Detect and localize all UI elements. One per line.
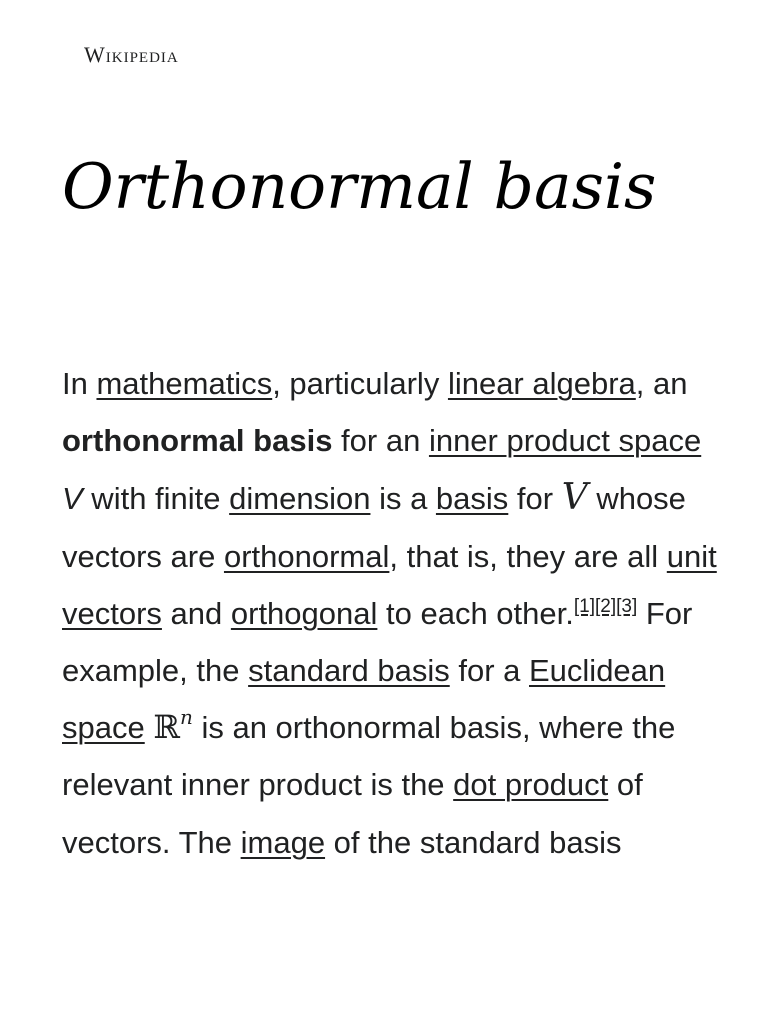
- link-linear-algebra[interactable]: linear algebra: [447, 366, 636, 401]
- text: For example, the: [62, 595, 693, 689]
- text: whose vectors are: [62, 481, 686, 574]
- reference-2[interactable]: [2]: [595, 595, 617, 617]
- text: , an: [635, 366, 688, 401]
- references: [574, 596, 637, 617]
- link-unit-vectors[interactable]: unit vectors: [62, 538, 717, 631]
- text: for: [508, 481, 562, 517]
- link-standard-basis[interactable]: standard basis: [248, 653, 450, 689]
- text: , particularly: [272, 366, 448, 401]
- text: is a: [370, 481, 436, 517]
- link-image[interactable]: image: [240, 824, 326, 860]
- article-paragraph: [62, 355, 722, 871]
- text: for a: [449, 653, 529, 689]
- text: of vectors. The: [62, 767, 643, 860]
- text: of the standard basis: [325, 824, 622, 860]
- text: to each other.: [377, 595, 574, 631]
- math-real-numbers: ℝ: [153, 708, 180, 747]
- text: In: [62, 366, 97, 401]
- variable-v: V: [62, 481, 83, 517]
- link-euclidean-space[interactable]: Euclidean space: [62, 653, 666, 746]
- reference-3[interactable]: [3]: [616, 595, 638, 617]
- link-basis[interactable]: basis: [435, 481, 509, 517]
- text: and: [161, 595, 231, 631]
- text: with finite: [82, 481, 230, 517]
- link-orthogonal[interactable]: orthogonal: [230, 595, 378, 631]
- link-mathematics[interactable]: mathematics: [96, 366, 273, 401]
- link-orthonormal[interactable]: orthonormal: [223, 538, 390, 574]
- wikipedia-logo[interactable]: Wikipedia: [84, 42, 179, 67]
- math-exponent-n: n: [179, 705, 193, 730]
- text: , that is, they are all: [389, 538, 667, 574]
- page-title: Orthonormal basis: [62, 150, 657, 223]
- link-dimension[interactable]: dimension: [229, 481, 371, 517]
- link-inner-product-space[interactable]: inner product space: [428, 423, 702, 459]
- bold-term: orthonormal basis: [62, 423, 333, 459]
- link-dot-product[interactable]: dot product: [453, 767, 609, 803]
- text: for an: [332, 423, 429, 459]
- math-v: V: [561, 477, 588, 519]
- text: is an orthonormal basis, where the relevant inner product is the: [62, 710, 676, 803]
- reference-1[interactable]: [1]: [573, 595, 595, 617]
